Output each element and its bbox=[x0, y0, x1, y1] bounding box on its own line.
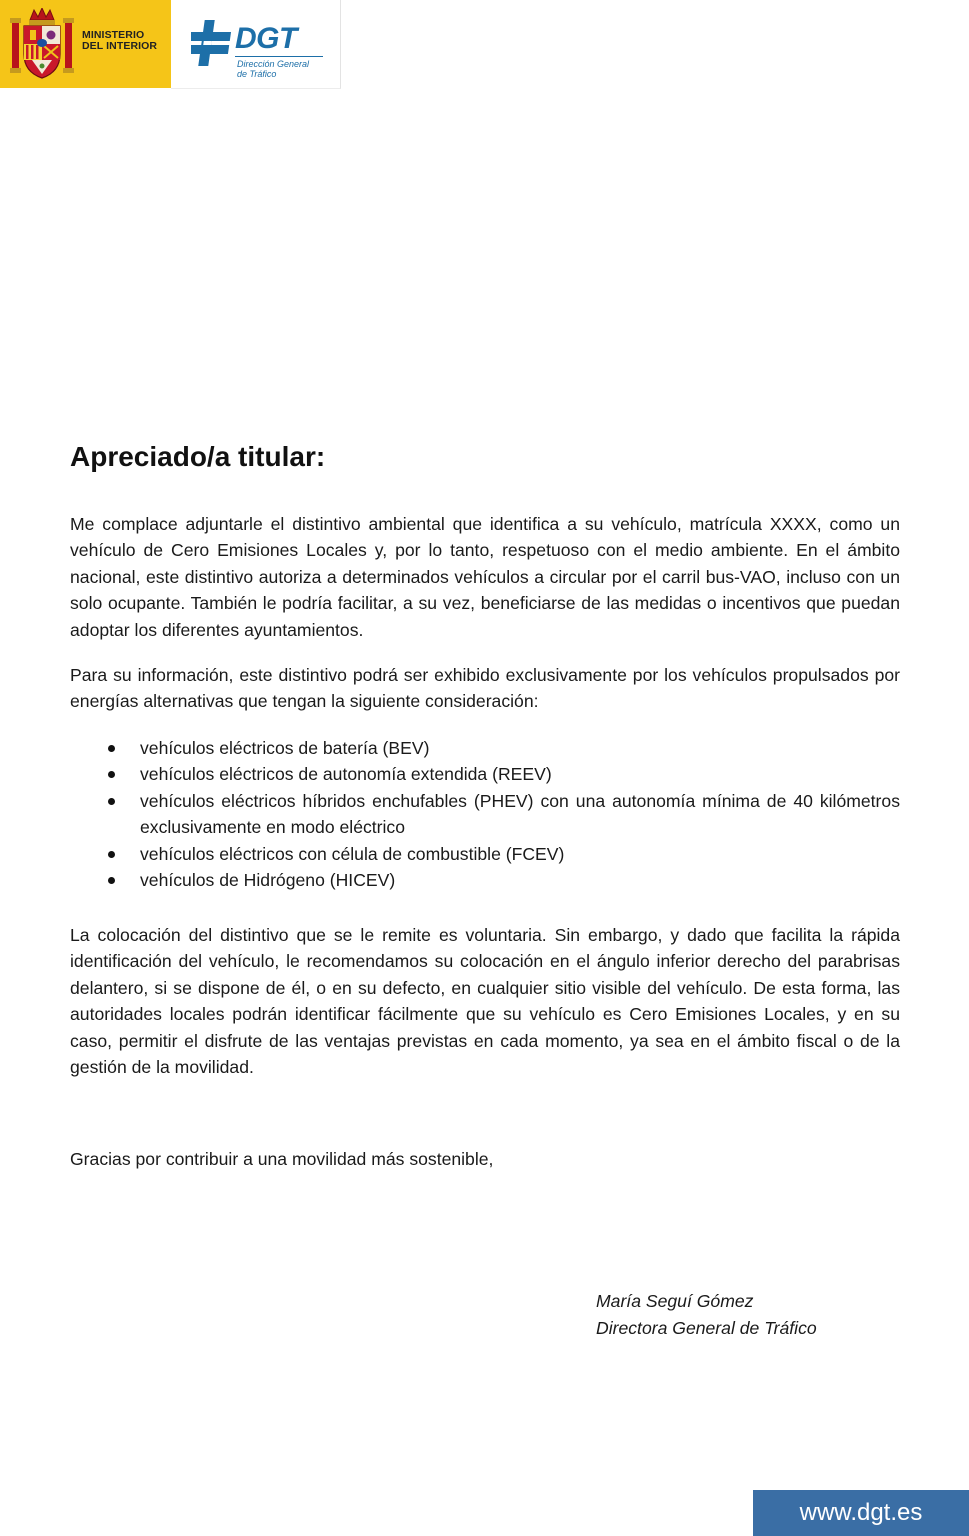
paragraph-placement: La colocación del distintivo que se le remite es voluntaria. Sin embargo, y dado que facilita la rápida identificación del vehículo, le recomendamos su colocación en el ángulo inferior derecho del parabrisas delantero, si se dispone de él, o en su defecto, en cualquier sitio visible del vehículo. De esta forma, las autoridades locales podrán identificar fácilmente que su vehículo es Cero Emisiones Locales, y en su caso, permitir el disfrute de las ventajas previstas en cada momento, ya sea en el ámbito fiscal o de la gestión de la movilidad. bbox=[70, 925, 900, 1078]
website-link[interactable]: www.dgt.es bbox=[753, 1490, 969, 1536]
bullet-icon bbox=[108, 745, 115, 752]
list-item-text: vehículos eléctricos híbridos enchufables (PHEV) con una autonomía mínima de 40 kilómetros exclusivamente en modo eléctrico bbox=[140, 790, 900, 838]
list-item bbox=[70, 788, 900, 841]
bullet-icon bbox=[108, 771, 115, 778]
signature-block bbox=[596, 1288, 896, 1342]
closing-line: Gracias por contribuir a una movilidad más sostenible, bbox=[70, 1149, 494, 1169]
dgt-subtitle-line-1: Dirección General bbox=[237, 59, 310, 69]
bullet-icon bbox=[108, 877, 115, 884]
dgt-divider bbox=[235, 56, 323, 57]
signer-name: María Seguí Gómez bbox=[596, 1291, 754, 1311]
bullet-icon bbox=[108, 851, 115, 858]
list-item-text: vehículos eléctricos de autonomía extendida (REEV) bbox=[140, 764, 552, 785]
dgt-logo bbox=[171, 0, 341, 89]
dgt-cross-icon bbox=[191, 18, 235, 68]
ministerio-name bbox=[82, 30, 168, 52]
bullet-icon bbox=[108, 798, 115, 805]
dgt-subtitle-line-2: de Tráfico bbox=[237, 68, 277, 79]
list-item bbox=[70, 841, 900, 867]
list-item-text: vehículos eléctricos de batería (BEV) bbox=[140, 738, 430, 758]
list-item bbox=[70, 761, 900, 787]
list-item bbox=[70, 735, 900, 761]
vehicle-type-list bbox=[70, 735, 900, 893]
list-item-text: vehículos eléctricos con célula de combustible (FCEV) bbox=[140, 843, 565, 864]
ministerio-interior-logo bbox=[0, 0, 171, 88]
dgt-wordmark: DGT bbox=[235, 22, 297, 55]
coat-of-arms-icon bbox=[10, 8, 74, 80]
dgt-subtitle bbox=[237, 60, 337, 79]
list-item bbox=[70, 867, 900, 893]
list-item-text: vehículos de Hidrógeno (HICEV) bbox=[140, 870, 396, 891]
ministerio-line-2: DEL INTERIOR bbox=[82, 40, 158, 52]
paragraph-intro: Me complace adjuntarle el distintivo ambiental que identifica a su vehículo, matrícula XXXX, como un vehículo de Cero Emisiones Locales y, por lo tanto, respetuoso con el medio ambiente. En el ámbito nacional, este distintivo autoriza a determinados vehículos a circular por el carril bus-VAO, incluso con un solo ocupante. También le podría facilitar, a su vez, beneficiarse de las medidas o incentivos que puedan adoptar los diferentes ayuntamientos. bbox=[70, 514, 900, 640]
signer-title: Directora General de Tráfico bbox=[596, 1318, 817, 1338]
paragraph-info: Para su información, este distintivo podrá ser exhibido exclusivamente por los vehículos propulsados por energías alternativas que tengan la siguiente consideración: bbox=[70, 665, 900, 712]
ministerio-line-1: MINISTERIO bbox=[82, 29, 145, 41]
letter-greeting: Apreciado/a titular: bbox=[70, 441, 326, 472]
